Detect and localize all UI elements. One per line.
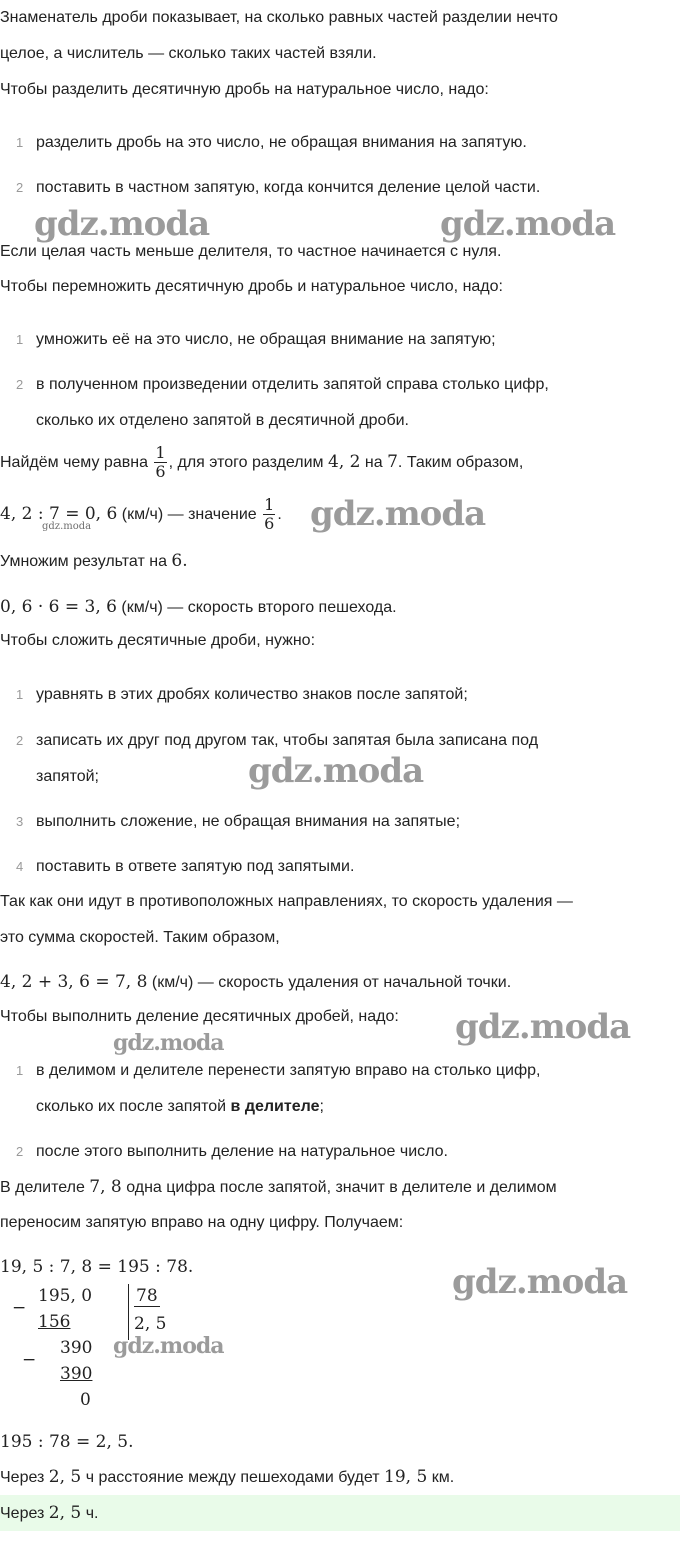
watermark: gdz.moda (455, 1007, 631, 1047)
text-line: Чтобы выполнить деление десятичных дробей, надо: (0, 1008, 399, 1025)
text-line: Чтобы сложить десятичные дроби, нужно: (0, 632, 316, 649)
bold-text: в делителе (230, 1098, 320, 1115)
list-number: 1 (16, 135, 24, 150)
watermark: gdz.moda (440, 204, 616, 244)
math-line: 195 : 78 = 2, 5. (0, 1432, 134, 1452)
text-line (0, 597, 397, 618)
list-text: после этого выполнить деление на натуральное число. (36, 1143, 448, 1160)
text-line (0, 972, 511, 993)
numerator: 1 (155, 443, 166, 463)
answer-text (0, 1503, 98, 1524)
math-line: 19, 5 : 7, 8 = 195 : 78. (0, 1257, 194, 1277)
list-text: запятой; (36, 768, 99, 785)
subtrahend: 390 (60, 1364, 93, 1384)
text-line: целое, а числитель — сколько таких частей взяли. (0, 45, 377, 62)
list-text: уравнять в этих дробях количество знаков после запятой; (36, 686, 468, 703)
text-line (0, 551, 188, 572)
math: 7, 8 (89, 1177, 122, 1197)
dividend: 195, 0 (38, 1286, 93, 1306)
list-number: 4 (16, 859, 24, 874)
math: 2, 5 (48, 1467, 82, 1487)
text: км. (431, 1469, 455, 1486)
text-line (0, 1177, 557, 1198)
quotient: 2, 5 (134, 1314, 167, 1334)
minus-sign: − (22, 1350, 37, 1370)
text-line: это сумма скоростей. Таким образом, (0, 929, 280, 946)
list-text: поставить в частном запятую, когда кончится деление целой части. (36, 179, 541, 196)
divisor: 78 (136, 1286, 158, 1306)
list-text: в делимом и делителе перенести запятую вправо на столько цифр, (36, 1062, 541, 1079)
list-text: сколько их отделено запятой в десятичной дроби. (36, 412, 409, 429)
minus-sign: − (12, 1298, 27, 1318)
subtrahend: 156 (38, 1312, 71, 1332)
text: ч расстояние между пешеходами будет (85, 1469, 380, 1486)
watermark: gdz.moda (113, 1333, 224, 1359)
math: 6. (171, 551, 188, 571)
text: В делителе (0, 1179, 85, 1196)
watermark: gdz.moda (42, 521, 92, 532)
math: 19, 5 (384, 1467, 428, 1487)
text: Через (0, 1469, 45, 1486)
list-text: разделить дробь на это число, не обращая внимания на запятую. (36, 134, 527, 151)
text-line: Чтобы перемножить десятичную дробь и натуральное число, надо: (0, 278, 503, 295)
text: . (277, 506, 282, 523)
math: 4, 2 : 7 = 0, 6 (0, 504, 118, 524)
math: 0, 6 · 6 = 3, 6 (0, 597, 117, 617)
fraction (154, 444, 166, 481)
denominator: 6 (155, 462, 166, 482)
text: сколько их после запятой (36, 1098, 231, 1115)
text: ; (319, 1098, 324, 1115)
math: 2, 5 (48, 1503, 82, 1523)
list-text: в полученном произведении отделить запятой справа столько цифр, (36, 376, 549, 393)
fraction (263, 496, 275, 533)
watermark: gdz.moda (310, 494, 486, 534)
remainder: 390 (60, 1338, 93, 1358)
list-number: 1 (16, 332, 24, 347)
numerator: 1 (264, 495, 275, 515)
text: одна цифра после запятой, значит в делителе и делимом (126, 1179, 557, 1196)
text: (км/ч) — скорость второго пешехода. (121, 599, 397, 616)
division-bar (128, 1284, 129, 1340)
list-number: 2 (16, 1144, 24, 1159)
list-number: 2 (16, 733, 24, 748)
list-text: записать их друг под другом так, чтобы запятая была записана под (36, 732, 539, 749)
denominator: 6 (264, 514, 275, 534)
text-line: переносим запятую вправо на одну цифру. Получаем: (0, 1214, 404, 1231)
watermark: gdz.moda (248, 751, 424, 791)
text: ч. (85, 1505, 99, 1522)
text-line (0, 444, 523, 481)
list-number: 3 (16, 814, 24, 829)
list-number: 1 (16, 687, 24, 702)
math: 4, 2 + 3, 6 = 7, 8 (0, 972, 148, 992)
list-text: поставить в ответе запятую под запятыми. (36, 858, 355, 875)
text: Умножим результат на (0, 553, 167, 570)
math: 7 (387, 452, 398, 472)
text: , для этого разделим (168, 454, 324, 471)
list-text: умножить её на это число, не обращая внимание на запятую; (36, 331, 496, 348)
math: 4, 2 (328, 452, 361, 472)
text-line: Если целая часть меньше делителя, то частное начинается с нуля. (0, 243, 502, 260)
watermark: gdz.moda (34, 204, 210, 244)
text: . Таким образом, (397, 454, 524, 471)
text-line: Знаменатель дроби показывает, на сколько равных частей разделии нечто (0, 9, 558, 26)
text: на (364, 454, 383, 471)
text: (км/ч) — значение (121, 506, 257, 523)
text-line (0, 1467, 454, 1488)
text: Найдём чему равна (0, 454, 148, 471)
text-line: Чтобы разделить десятичную дробь на натуральное число, надо: (0, 81, 489, 98)
text: Через (0, 1505, 45, 1522)
list-text: выполнить сложение, не обращая внимания на запятые; (36, 813, 461, 830)
list-text (36, 1097, 324, 1117)
remainder: 0 (80, 1390, 91, 1410)
text-line: Так как они идут в противоположных направлениях, то скорость удаления — (0, 893, 573, 910)
text: (км/ч) — скорость удаления от начальной точки. (151, 974, 512, 991)
list-number: 2 (16, 377, 24, 392)
answer-box (0, 1495, 680, 1531)
list-number: 2 (16, 180, 24, 195)
list-number: 1 (16, 1063, 24, 1078)
watermark: gdz.moda (113, 1030, 224, 1056)
watermark: gdz.moda (452, 1262, 628, 1302)
